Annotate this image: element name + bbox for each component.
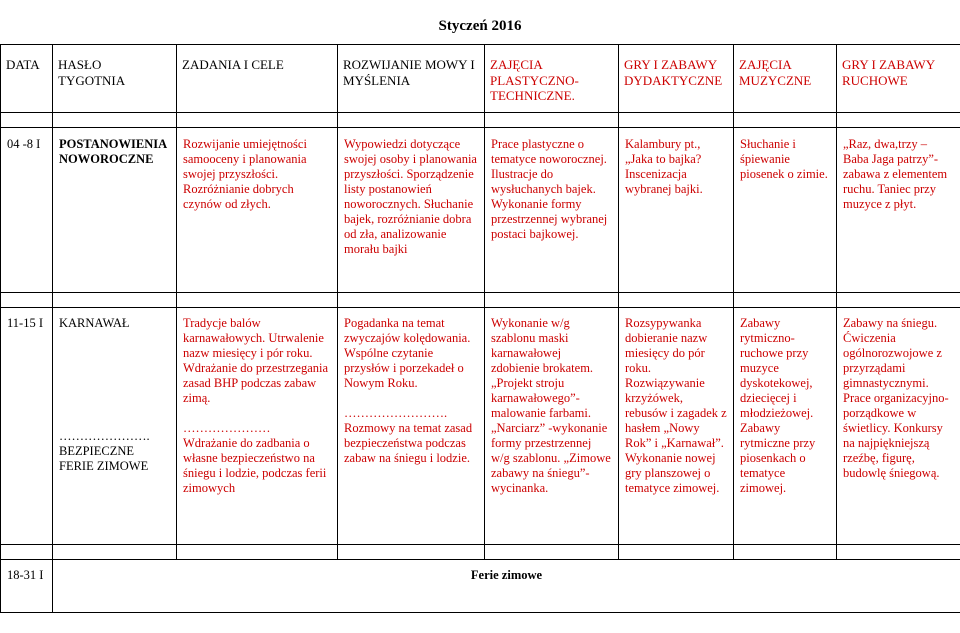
week2-speech-dots: ……………………. <box>344 405 448 420</box>
week2-goals-a: Tradycje balów karnawałowych. Utrwalenie nazw miesięcy i pór roku. Wdrażanie do przestrzegania zasad BHP podczas zabaw zimą. <box>183 315 329 405</box>
week1-goals: Rozwijanie umiejętności samooceny i planowania swojej przyszłości. Rozróżnianie dobrych czynów od złych. <box>177 127 338 292</box>
week2-goals-cell <box>177 307 338 544</box>
week2-movement: Zabawy na śniegu. Ćwiczenia ogólnorozwojowe z przyrządami gimnastycznymi. Prace organizacyjno-porządkowe w świetlicy. Konkursy na najpiękniejszą rzeźbę, figurę, budowlę śniegową. <box>837 307 960 544</box>
week2-speech-a: Pogadanka na temat zwyczajów kolędowania. Wspólne czytanie przysłów i porzekadeł o Nowym Roku. <box>344 315 471 390</box>
header-speech: ROZWIJANIE MOWY I MYŚLENIA <box>338 45 485 113</box>
week1-movement: „Raz, dwa,trzy – Baba Jaga patrzy”- zabawa z elementem ruchu. Taniec przy muzyce z płyt. <box>837 127 960 292</box>
week2-motto2: BEZPIECZNE FERIE ZIMOWE <box>59 443 149 473</box>
week2-motto: KARNAWAŁ <box>59 315 130 330</box>
week1-motto: POSTANOWIENIA NOWOROCZNE <box>53 127 177 292</box>
schedule-table <box>0 44 960 613</box>
week1-date: 04 -8 I <box>1 127 53 292</box>
week2-motto-cell <box>53 307 177 544</box>
week1-art: Prace plastyczne o tematyce noworocznej. Ilustracje do wysłuchanych bajek. Wykonanie formy przestrzennej wybranej postaci bajkowej. <box>485 127 619 292</box>
week2-goals-b: Wdrażanie do zadbania o własne bezpieczeństwo na śniegu i lodzie, podczas ferii zimowych <box>183 435 327 495</box>
header-goals: ZADANIA I CELE <box>177 45 338 113</box>
week2-music: Zabawy rytmiczno-ruchowe przy muzyce dyskotekowej, dziecięcej i młodzieżowej. Zabawy rytmiczne przy piosenkach o tematyce zimowej. <box>734 307 837 544</box>
page-title: Styczeń 2016 <box>438 18 522 34</box>
week2-art: Wykonanie w/g szablonu maski karnawałowej zdobienie brokatem. „Projekt stroju karnawałowego”- malowanie farbami. „Narciarz” -wykonanie formy przestrzennej w/g szablonu. „Zimowe zabawy na śniegu”- wycinanka. <box>485 307 619 544</box>
header-date: DATA <box>1 45 53 113</box>
week1-speech: Wypowiedzi dotyczące swojej osoby i planowania przyszłości. Sporządzenie listy postanowień noworocznych. Słuchanie bajek, rozróżnianie dobra od zła, analizowanie morału bajki <box>338 127 485 292</box>
week2-row <box>1 307 960 544</box>
week2-date: 11-15 I <box>1 307 53 544</box>
header-movement: GRY I ZABAWY RUCHOWE <box>837 45 960 113</box>
week3-date: 18-31 I <box>1 559 53 612</box>
header-art: ZAJĘCIA PLASTYCZNO-TECHNICZNE. <box>485 45 619 113</box>
week2-speech-cell <box>338 307 485 544</box>
week2-goals-dots: ………………… <box>183 420 271 435</box>
week2-didactic: Rozsypywanka dobieranie nazw miesięcy do pór roku. Rozwiązywanie krzyżówek, rebusów i zagadek z hasłem „Nowy Rok” i „Karnawał”. Wykonanie nowej gry planszowej o tematyce zimowej. <box>619 307 734 544</box>
week2-speech-b: Rozmowy na temat zasad bezpieczeństwa podczas zabaw na śniegu i lodzie. <box>344 420 473 465</box>
week3-row <box>1 559 960 612</box>
header-didactic: GRY I ZABAWY DYDAKTYCZNE <box>619 45 734 113</box>
week3-label: Ferie zimowe <box>53 559 960 612</box>
header-row <box>1 45 960 113</box>
week1-music: Słuchanie i śpiewanie piosenek o zimie. <box>734 127 837 292</box>
header-motto: HASŁO TYGOTNIA <box>53 45 177 113</box>
week2-dots: …………………. <box>59 428 150 443</box>
week1-row <box>1 127 960 292</box>
week1-didactic: Kalambury pt., „Jaka to bajka? Inscenizacja wybranej bajki. <box>619 127 734 292</box>
header-music: ZAJĘCIA MUZYCZNE <box>734 45 837 113</box>
